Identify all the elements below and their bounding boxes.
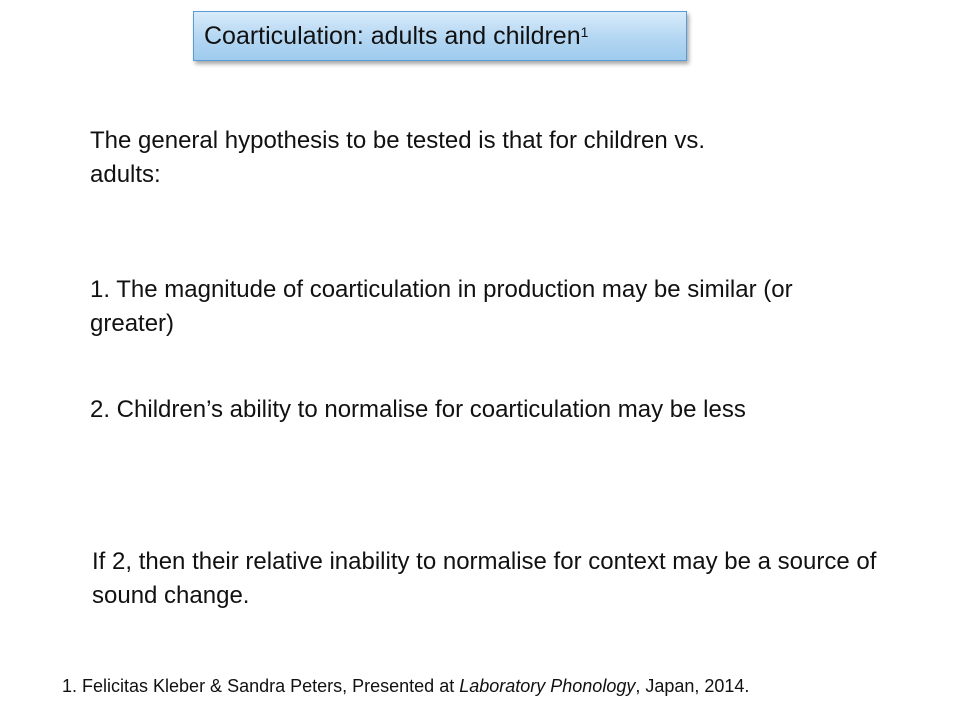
title-footnote-marker: 1 (580, 24, 589, 40)
footnote-prefix: 1. Felicitas Kleber & Sandra Peters, Presented at (62, 676, 460, 696)
footnote-suffix: , Japan, 2014. (635, 676, 750, 696)
footnote (62, 676, 749, 697)
conclusion-text: If 2, then their relative inability to normalise for context may be a source of sound change. (92, 548, 877, 609)
hypothesis-text: The general hypothesis to be tested is that for children vs. adults: (90, 127, 706, 188)
point-two-text: 2. Children’s ability to normalise for coarticulation may be less (90, 396, 746, 423)
footnote-venue: Laboratory Phonology (459, 676, 636, 696)
point-one-text: 1. The magnitude of coarticulation in production may be similar (or greater) (90, 276, 793, 337)
slide-title-text: Coarticulation: adults and children (204, 21, 581, 50)
slide-title (193, 11, 687, 61)
